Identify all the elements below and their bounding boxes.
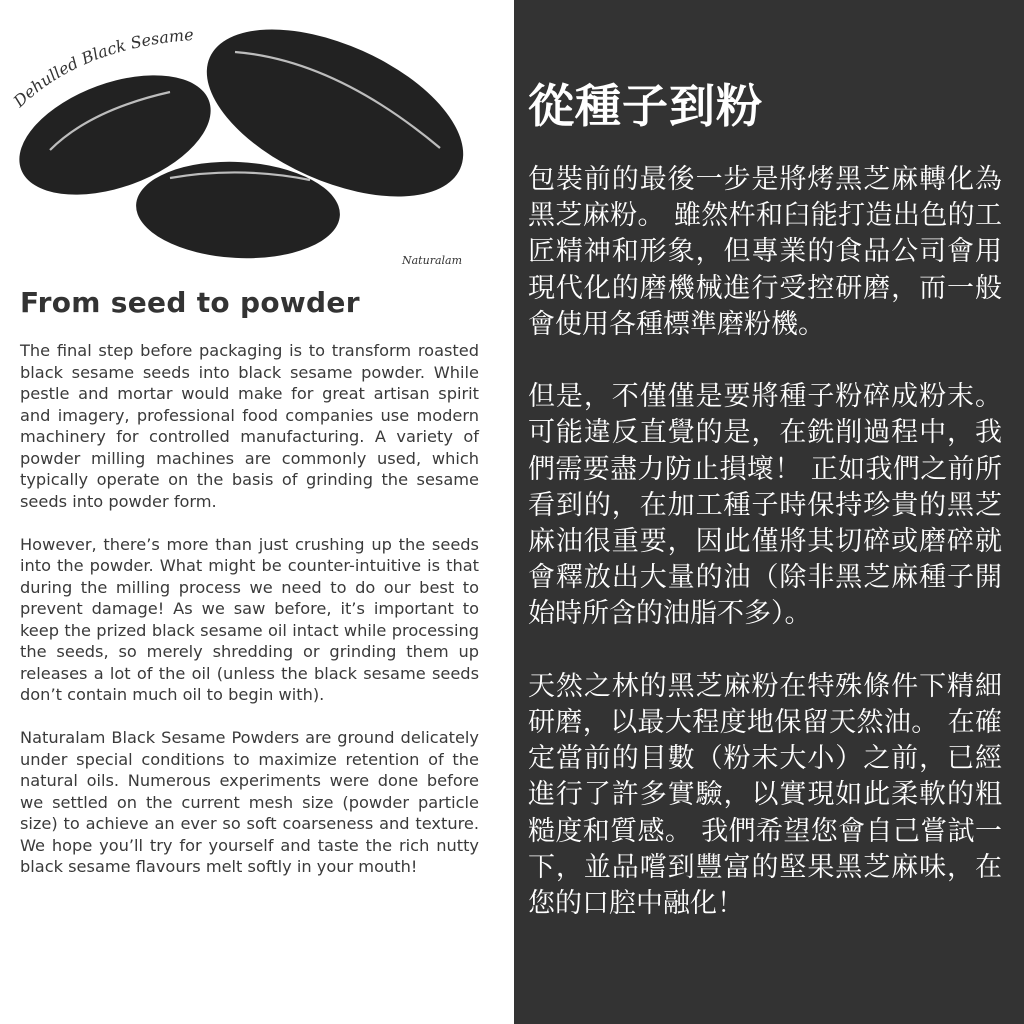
- english-title: From seed to powder: [20, 286, 360, 319]
- chinese-paragraph-1: 包裝前的最後一步是將烤黑芝麻轉化為黑芝麻粉。 雖然杵和臼能打造出色的工匠精神和形象，但專業的食品公司會用現代化的磨機械進行受控研磨，而一般會使用各種標準磨粉機。: [528, 164, 1002, 340]
- chinese-body: [528, 162, 1002, 958]
- english-paragraph-1: The final step before packaging is to transform roasted black sesame seeds into black sesame powder. While pestle and mortar would make for great artisan spirit and imagery, professional food companies use modern machinery for controlled manufacturing. A variety of powder milling machines are commonly used, which typically operate on the basis of grinding the sesame seeds into powder form.: [20, 341, 479, 511]
- illustration-curved-label: Dehulled Black Sesame: [9, 24, 195, 111]
- illustration-signature: Naturalam: [402, 254, 463, 267]
- english-body: [20, 340, 479, 899]
- chinese-title: 從種子到粉: [528, 79, 763, 133]
- english-paragraph-3: Naturalam Black Sesame Powders are ground delicately under special conditions to maximize retention of the natural oils. Numerous experiments were done before we settled on the current mesh size (powder particle size) to achieve an ever so soft coarseness and texture. We hope you’ll try for yourself and taste the rich nutty black sesame flavours melt softly in your mouth!: [20, 728, 479, 876]
- chinese-paragraph-2: 但是，不僅僅是要將種子粉碎成粉末。 可能違反直覺的是，在銑削過程中，我們需要盡力防止損壞！ 正如我們之前所看到的，在加工種子時保持珍貴的黑芝麻油很重要，因此僅將其切碎或磨碎就會釋放出大量的油（除非黑芝麻種子開始時所含的油脂不多）。: [528, 381, 1002, 630]
- chinese-paragraph-3: 天然之林的黑芝麻粉在特殊條件下精細研磨，以最大程度地保留天然油。 在確定當前的目數（粉末大小）之前，已經進行了許多實驗，以實現如此柔軟的粗糙度和質感。 我們希望您會自己嘗試一下，並品嚐到豐富的堅果黑芝麻味，在您的口腔中融化！: [528, 670, 1002, 920]
- english-paragraph-2: However, there’s more than just crushing up the seeds into the powder. What might be counter-intuitive is that during the milling process we need to do our best to prevent damage! As we saw before, it’s important to keep the prized black sesame oil intact while processing the seeds, so merely shredding or grinding them up releases a lot of the oil (unless the black sesame seeds don’t contain much oil to begin with).: [20, 534, 479, 704]
- sesame-seeds-illustration: [0, 0, 514, 290]
